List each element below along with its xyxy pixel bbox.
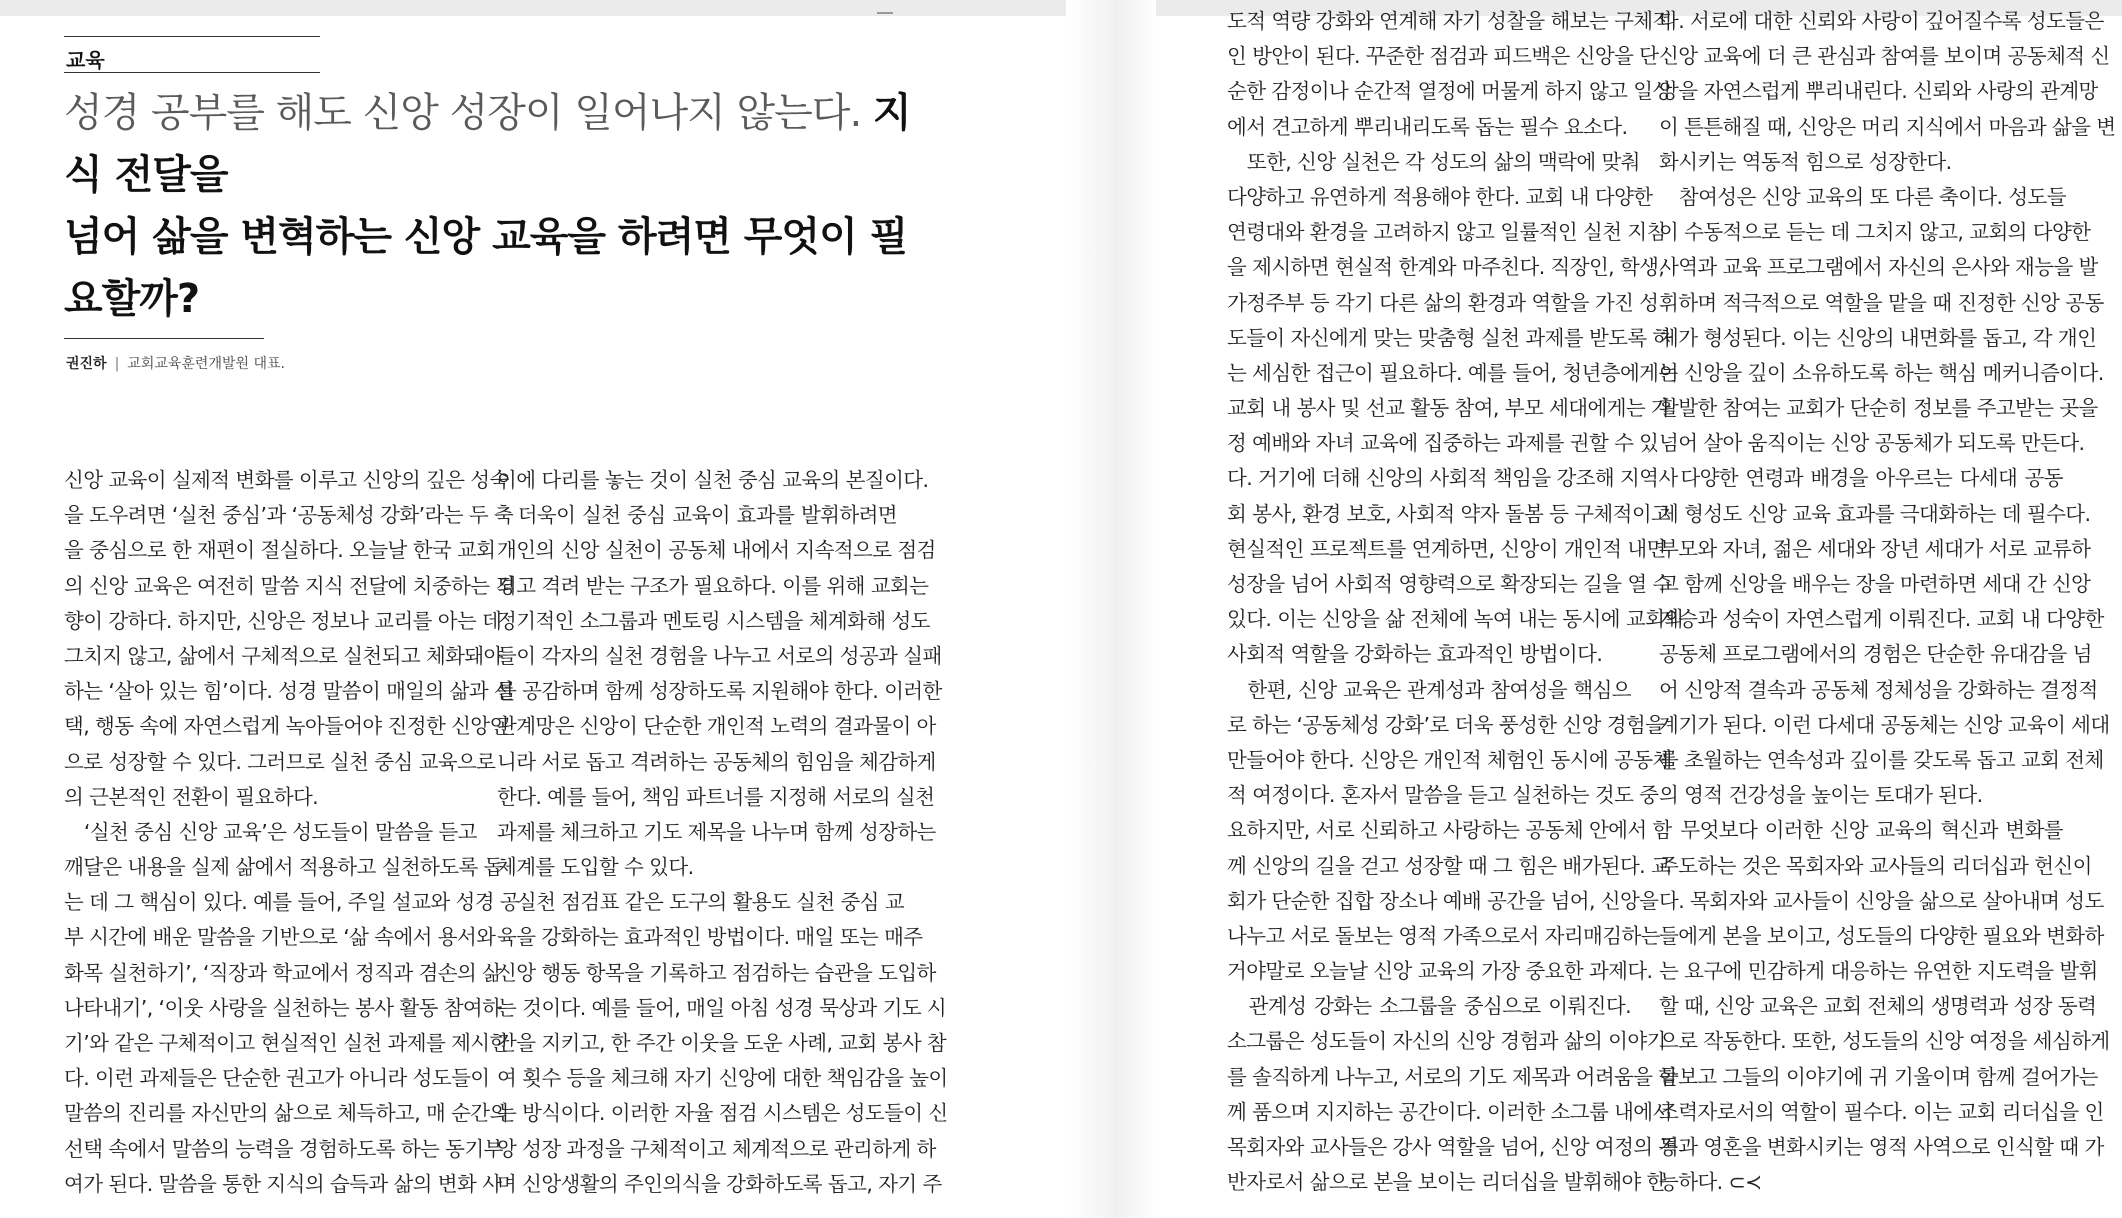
section-label: 교육 [66, 48, 105, 72]
body-line: 사역과 교육 프로그램에서 자신의 은사와 재능을 발 [1659, 255, 2098, 280]
body-line: 또한, 신앙 실천은 각 성도의 삶의 맥락에 맞춰 [1227, 149, 1640, 174]
headline-line-2: 넘어 삶을 변혁하는 신앙 교육을 하려면 무엇이 필요할까? [64, 214, 908, 322]
body-line: 회가 단순한 집합 장소나 예배 공간을 넘어, 신앙을 [1227, 888, 1659, 913]
body-line: 계기가 된다. 이런 다세대 공동체는 신앙 교육이 세대 [1659, 712, 2110, 737]
body-column-4 [1659, 4, 2116, 1200]
body-line: 휘하며 적극적으로 역할을 맡을 때 진정한 신앙 공동 [1659, 290, 2104, 315]
body-line: 가정주부 등 각기 다른 삶의 환경과 역할을 가진 성 [1227, 290, 1659, 315]
body-line: 기’와 같은 구체적이고 현실적인 실천 과제를 제시한 [64, 1031, 509, 1055]
body-line: 앙을 자연스럽게 뿌리내린다. 신뢰와 사랑의 관계망 [1659, 79, 2098, 104]
section-rule-bottom [64, 72, 320, 73]
body-line: 도들이 자신에게 맞는 맞춤형 실천 과제를 받도록 하 [1227, 325, 1672, 350]
body-line: 나누고 서로 돌보는 영적 가족으로서 자리매김하는 [1227, 923, 1660, 948]
body-line: 정 예배와 자녀 교육에 집중하는 과제를 권할 수 있 [1227, 431, 1659, 456]
body-line: 는 방식이다. 이러한 자율 점검 시스템은 성도들이 신 [497, 1101, 948, 1126]
body-line: 육을 강화하는 효과적인 방법이다. 매일 또는 매주 [497, 925, 923, 950]
body-line: 격과 영혼을 변화시키는 영적 사역으로 인식할 때 가 [1659, 1135, 2104, 1159]
body-line: 부모와 자녀, 젊은 세대와 장년 세대가 서로 교류하 [1659, 536, 2091, 561]
body-line: 만들어야 한다. 신앙은 개인적 체험인 동시에 공동체 [1227, 747, 1672, 772]
body-line: 는 요구에 민감하게 대응하는 유연한 지도력을 발휘 [1659, 959, 2098, 984]
body-column-3 [1227, 4, 1684, 1200]
body-line: 정기적인 소그룹과 멘토링 시스템을 체계화해 성도 [497, 608, 930, 633]
body-line: 관계성 강화는 소그룹을 중심으로 이뤄진다. [1227, 994, 1631, 1019]
body-line: 로 하는 ‘공동체성 강화’로 더욱 풍성한 신앙 경험을 [1227, 712, 1665, 737]
body-line: 순한 감정이나 순간적 열정에 머물게 하지 않고 일상 [1227, 79, 1672, 104]
body-line: 신앙 교육이 실제적 변화를 이루고 신앙의 깊은 성숙 [64, 468, 509, 492]
body-line: 간을 지키고, 한 주간 이웃을 도운 사례, 교회 봉사 참 [497, 1031, 947, 1055]
headline [64, 82, 944, 330]
body-line: 체계를 도입할 수 있다. [497, 855, 694, 880]
body-line: 참여성은 신앙 교육의 또 다른 축이다. 성도들 [1659, 184, 2066, 209]
body-line: 나타내기’, ‘이웃 사랑을 실천하는 봉사 활동 참여하 [64, 995, 502, 1020]
body-line: 으로 작동한다. 또한, 성도들의 신앙 여정을 세심하게 [1659, 1029, 2110, 1054]
body-line: 여 횟수 등을 체크해 자기 신앙에 대한 책임감을 높이 [497, 1066, 948, 1091]
body-line: 체 형성도 신앙 교육 효과를 극대화하는 데 필수다. [1659, 501, 2091, 526]
body-line: 신앙 행동 항목을 기록하고 점검하는 습관을 도입하 [497, 960, 936, 985]
body-line: 이에 다리를 놓는 것이 실천 중심 교육의 본질이다. [497, 468, 929, 492]
body-line: 요하지만, 서로 신뢰하고 사랑하는 공동체 안에서 함 [1227, 818, 1672, 843]
body-line: 실천 점검표 같은 도구의 활용도 실천 중심 교 [497, 890, 904, 915]
body-line: 더욱이 실천 중심 교육이 효과를 발휘하려면 [497, 503, 897, 528]
body-line: 을 도우려면 ‘실천 중심’과 ‘공동체성 강화’라는 두 축 [64, 503, 514, 528]
body-line: 의 영적 건강성을 높이는 토대가 된다. [1659, 783, 1983, 808]
body-line: 들이 각자의 실천 경험을 나누고 서로의 성공과 실패 [497, 643, 942, 668]
body-line: 다양하고 유연하게 적용해야 한다. 교회 내 다양한 [1227, 184, 1653, 209]
body-line: 되고 격려 받는 구조가 필요하다. 이를 위해 교회는 [497, 573, 929, 598]
body-line: 사회적 역할을 강화하는 효과적인 방법이다. [1227, 642, 1603, 667]
author-name: 권진하 [66, 356, 107, 372]
body-line: 관계망은 신앙이 단순한 개인적 노력의 결과물이 아 [497, 714, 936, 739]
body-line: 화시키는 역동적 힘으로 성장한다. [1659, 149, 1952, 174]
body-line: 향이 강하다. 하지만, 신앙은 정보나 교리를 아는 데 [64, 608, 502, 633]
body-line: 이 신앙을 깊이 소유하도록 하는 핵심 메커니즘이다. [1659, 360, 2104, 385]
body-line: 다. 이런 과제들은 단순한 권고가 아니라 성도들이 [64, 1066, 490, 1091]
body-line: 이 튼튼해질 때, 신앙은 머리 지식에서 마음과 삶을 변 [1659, 114, 2116, 139]
byline [66, 353, 285, 373]
author-title: 교회교육훈련개발원 대표. [127, 356, 285, 372]
body-line: 연령대와 환경을 고려하지 않고 일률적인 실천 지침 [1227, 220, 1666, 245]
body-line: 께 신앙의 길을 걷고 성장할 때 그 힘은 배가된다. 교 [1227, 853, 1671, 878]
body-line: 께 품으며 지지하는 공간이다. 이러한 소그룹 내에서 [1227, 1099, 1672, 1124]
body-column-2 [497, 463, 948, 1202]
body-line: 있다. 이는 신앙을 삶 전체에 녹여 내는 동시에 교회의 [1227, 607, 1684, 632]
body-line: 의 신앙 교육은 여전히 말씀 지식 전달에 치중하는 경 [64, 573, 515, 598]
body-line: 과제를 체크하고 기도 제목을 나누며 함께 성장하는 [497, 819, 936, 844]
section-rule-top [64, 36, 320, 37]
body-line: 며 신앙생활의 주인의식을 강화하도록 돕고, 자기 주 [497, 1171, 942, 1196]
body-line: 계승과 성숙이 자연스럽게 이뤄진다. 교회 내 다양한 [1659, 607, 2104, 632]
body-line: 앙 성장 과정을 구체적이고 체계적으로 관리하게 하 [497, 1136, 936, 1161]
body-line: 를 솔직하게 나누고, 서로의 기도 제목과 어려움을 함 [1227, 1064, 1678, 1089]
body-line: 이 수동적으로 듣는 데 그치지 않고, 교회의 다양한 [1659, 220, 2091, 245]
body-line: 하는 ‘살아 있는 힘’이다. 성경 말씀이 매일의 삶과 선 [64, 679, 514, 704]
headline-bold-1: 지식 전달을 [64, 90, 911, 198]
body-line: 를 초월하는 연속성과 깊이를 갖도록 돕고 교회 전체 [1659, 747, 2104, 772]
body-line: 는 데 그 핵심이 있다. 예를 들어, 주일 설교와 성경 공 [64, 890, 520, 915]
body-line: 그치지 않고, 삶에서 구체적으로 실천되고 체화돼야 [64, 643, 503, 668]
body-line: 을 제시하면 현실적 한계와 마주친다. 직장인, 학생, [1227, 255, 1665, 280]
body-line: 반자로서 삶으로 본을 보이는 리더십을 발휘해야 한 [1227, 1170, 1666, 1195]
body-line: 성장을 넘어 사회적 영향력으로 확장되는 길을 열 수 [1227, 572, 1672, 596]
body-line: 깨달은 내용을 실제 삶에서 적용하고 실천하도록 돕 [64, 855, 503, 880]
body-line: 말씀의 진리를 자신만의 삶으로 체득하고, 매 순간의 [64, 1101, 509, 1126]
body-line: 조력자로서의 역할이 필수다. 이는 교회 리더십을 인 [1659, 1099, 2104, 1124]
body-line: 어 신앙적 결속과 공동체 정체성을 강화하는 결정적 [1659, 677, 2098, 702]
body-line: 소그룹은 성도들이 자신의 신앙 경험과 삶의 이야기 [1227, 1029, 1666, 1054]
body-line: 인 방안이 된다. 꾸준한 점검과 피드백은 신앙을 단 [1227, 44, 1659, 69]
body-line: 를 공감하며 함께 성장하도록 지원해야 한다. 이러한 [497, 679, 942, 704]
body-line: 현실적인 프로젝트를 연계하면, 신앙이 개인적 내면 [1227, 536, 1666, 561]
body-line: 도적 역량 강화와 연계해 자기 성찰을 해보는 구체적 [1227, 9, 1672, 33]
body-line: 선택 속에서 말씀의 능력을 경험하도록 하는 동기부 [64, 1136, 503, 1161]
body-line: 개인의 신앙 실천이 공동체 내에서 지속적으로 점검 [497, 538, 936, 563]
body-line: 넘어 살아 움직이는 신앙 공동체가 되도록 만든다. [1659, 431, 2085, 456]
body-line: 을 중심으로 한 재편이 절실하다. 오늘날 한국 교회 [64, 538, 496, 563]
body-line: 활발한 참여는 교회가 단순히 정보를 주고받는 곳을 [1659, 396, 2098, 421]
body-line: 다. 목회자와 교사들이 신앙을 삶으로 살아내며 성도 [1659, 888, 2104, 913]
body-column-1 [64, 463, 520, 1202]
body-line: 는 것이다. 예를 들어, 매일 아침 성경 묵상과 기도 시 [497, 995, 947, 1020]
body-line: 할 때, 신앙 교육은 교회 전체의 생명력과 성장 동력 [1659, 994, 2097, 1019]
body-line: 부 시간에 배운 말씀을 기반으로 ‘삶 속에서 용서와 [64, 925, 496, 950]
body-line: 고 함께 신앙을 배우는 장을 마련하면 세대 간 신앙 [1659, 572, 2091, 596]
body-line: 능하다. ⊂≺ [1659, 1170, 1762, 1195]
author-separator: | [114, 356, 120, 372]
body-line: ‘실천 중심 신앙 교육’은 성도들이 말씀을 듣고 [64, 819, 477, 844]
body-line: 에서 견고하게 뿌리내리도록 돕는 필수 요소다. [1227, 114, 1628, 139]
body-line: 공동체 프로그램에서의 경험은 단순한 유대감을 넘 [1659, 642, 2092, 667]
body-line: 한다. 예를 들어, 책임 파트너를 지정해 서로의 실천 [497, 784, 935, 809]
body-line: 교회 내 봉사 및 선교 활동 참여, 부모 세대에게는 가 [1227, 396, 1671, 421]
body-line: 의 근본적인 전환이 필요하다. [64, 784, 319, 809]
headline-lead: 성경 공부를 해도 신앙 성장이 일어나지 않는다. [64, 90, 873, 136]
body-line: 거야말로 오늘날 신앙 교육의 가장 중요한 과제다. [1227, 959, 1653, 984]
body-line: 여가 된다. 말씀을 통한 지식의 습득과 삶의 변화 사 [64, 1171, 502, 1196]
top-mark [877, 12, 893, 14]
body-line: 무엇보다 이러한 신앙 교육의 혁신과 변화를 [1659, 818, 2063, 843]
page-gutter [1066, 0, 1156, 1218]
body-line: 니라 서로 돕고 격려하는 공동체의 힘임을 체감하게 [497, 749, 936, 774]
body-line: 다. 거기에 더해 신앙의 사회적 책임을 강조해 지역사 [1227, 466, 1678, 491]
body-line: 으로 성장할 수 있다. 그러므로 실천 중심 교육으로 [64, 749, 496, 774]
body-line: 화목 실천하기’, ‘직장과 학교에서 정직과 겸손의 삶 [64, 960, 502, 985]
byline-rule [64, 338, 264, 339]
body-line: 주도하는 것은 목회자와 교사들의 리더십과 헌신이 [1659, 853, 2092, 878]
body-line: 목회자와 교사들은 강사 역할을 넘어, 신앙 여정의 동 [1227, 1135, 1678, 1159]
body-line: 돌보고 그들의 이야기에 귀 기울이며 함께 걸어가는 [1659, 1064, 2098, 1089]
body-line: 들에게 본을 보이고, 성도들의 다양한 필요와 변화하 [1659, 923, 2104, 948]
body-line: 체가 형성된다. 이는 신앙의 내면화를 돕고, 각 개인 [1659, 325, 2097, 350]
body-line: 다. 서로에 대한 신뢰와 사랑이 깊어질수록 성도들은 [1659, 9, 2104, 33]
body-line: 택, 행동 속에 자연스럽게 녹아들어야 진정한 신앙인 [64, 714, 509, 739]
body-line: 신앙 교육에 더 큰 관심과 참여를 보이며 공동체적 신 [1659, 44, 2110, 69]
body-line: 다양한 연령과 배경을 아우르는 다세대 공동 [1659, 466, 2063, 491]
body-line: 회 봉사, 환경 보호, 사회적 약자 돌봄 등 구체적이고 [1227, 501, 1671, 526]
body-line: 는 세심한 접근이 필요하다. 예를 들어, 청년층에게는 [1227, 360, 1678, 385]
body-line: 한편, 신앙 교육은 관계성과 참여성을 핵심으 [1227, 677, 1631, 702]
body-line: 적 여정이다. 혼자서 말씀을 듣고 실천하는 것도 중 [1227, 783, 1659, 808]
